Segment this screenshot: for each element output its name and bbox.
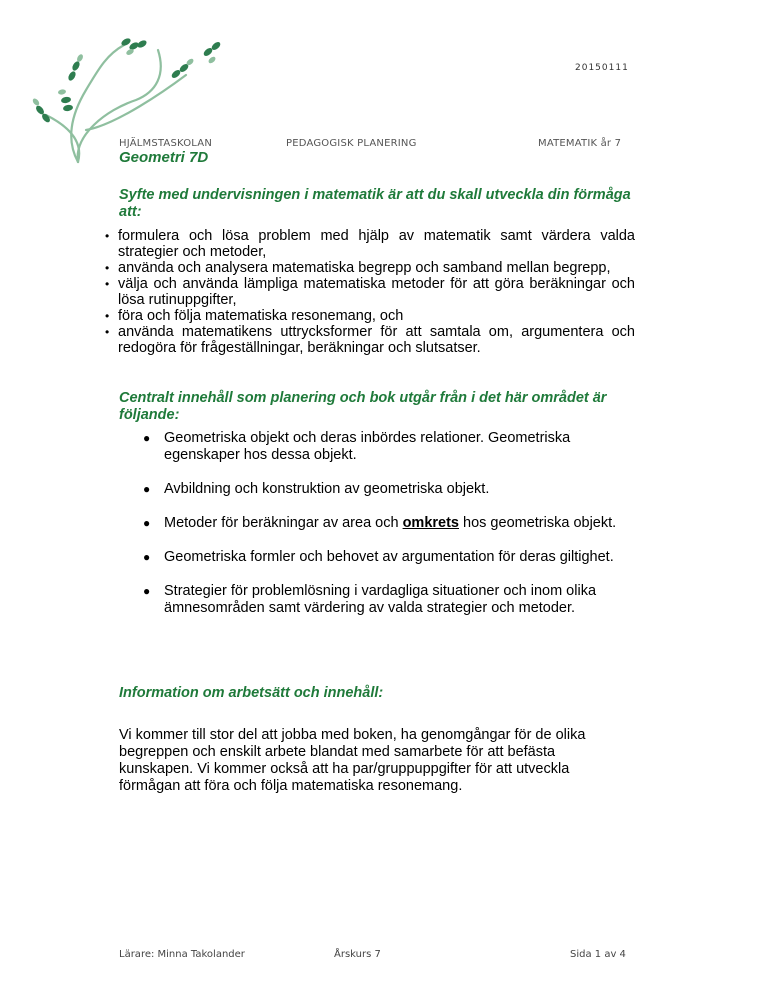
aim-item: • använda matematikens uttrycksformer för att samtala om, argumentera och redogöra för frågeställningar, beräkningar och slutsatser.	[105, 324, 635, 356]
bullet-icon: ●	[143, 516, 151, 530]
bullet-icon: •	[105, 325, 110, 339]
document-type: PEDAGOGISK PLANERING	[286, 138, 417, 149]
aim-item: • föra och följa matematiska resonemang, och	[105, 308, 404, 324]
content-item: ● Strategier för problemlösning i vardagliga situationer och inom olika ämnesområden samt värdering av valda strategier och metoder.	[143, 583, 597, 616]
bullet-icon: •	[105, 309, 110, 323]
footer-teacher: Lärare: Minna Takolander	[119, 949, 245, 960]
content-item: ● Avbildning och konstruktion av geometriska objekt.	[143, 481, 490, 497]
school-name: HJÄLMSTASKOLAN	[119, 138, 213, 149]
aim-item: • välja och använda lämpliga matematiska metoder för att göra beräkningar och lösa rutinuppgifter,	[105, 276, 635, 308]
info-heading: Information om arbetsätt och innehåll:	[119, 685, 384, 701]
bullet-icon: ●	[143, 482, 151, 496]
content-heading: Centralt innehåll som planering och bok utgår från i det här området är följande:	[119, 390, 607, 423]
document-title: Geometri 7D	[119, 149, 209, 166]
bullet-icon: ●	[143, 550, 151, 564]
aim-item: • formulera och lösa problem med hjälp av matematik samt värdera valda strategier och metoder,	[105, 228, 635, 260]
bullet-icon: •	[105, 229, 110, 243]
aim-heading: Syfte med undervisningen i matematik är att du skall utveckla din förmåga att:	[119, 187, 631, 220]
content-item: ● Geometriska formler och behovet av argumentation för deras giltighet.	[143, 549, 614, 565]
content-item: ● Metoder för beräkningar av area och omkrets hos geometriska objekt.	[143, 515, 617, 531]
info-paragraph: Vi kommer till stor del att jobba med boken, ha genomgångar för de olika begreppen och enskilt arbete blandat med samarbete för att befästa kunskapen. Vi kommer också att ha par/gruppuppgifter för att utveckla förmågan att föra och följa matematiska resonemang.	[119, 727, 586, 794]
subject-label: MATEMATIK år 7	[538, 138, 622, 149]
bullet-icon: •	[105, 277, 110, 291]
bullet-icon: ●	[143, 431, 151, 445]
footer-page-number: Sida 1 av 4	[570, 949, 626, 960]
content-item: ● Geometriska objekt och deras inbördes relationer. Geometriska egenskaper hos dessa objekt.	[143, 430, 571, 463]
aim-list	[105, 228, 635, 356]
bullet-icon: •	[105, 261, 110, 275]
bullet-icon: ●	[143, 584, 151, 598]
document-date: 20150111	[575, 63, 629, 73]
footer-course: Årskurs 7	[334, 949, 381, 960]
content-list	[140, 430, 620, 634]
emphasized-term: omkrets	[402, 515, 459, 531]
aim-item: • använda och analysera matematiska begrepp och samband mellan begrepp,	[105, 260, 611, 276]
